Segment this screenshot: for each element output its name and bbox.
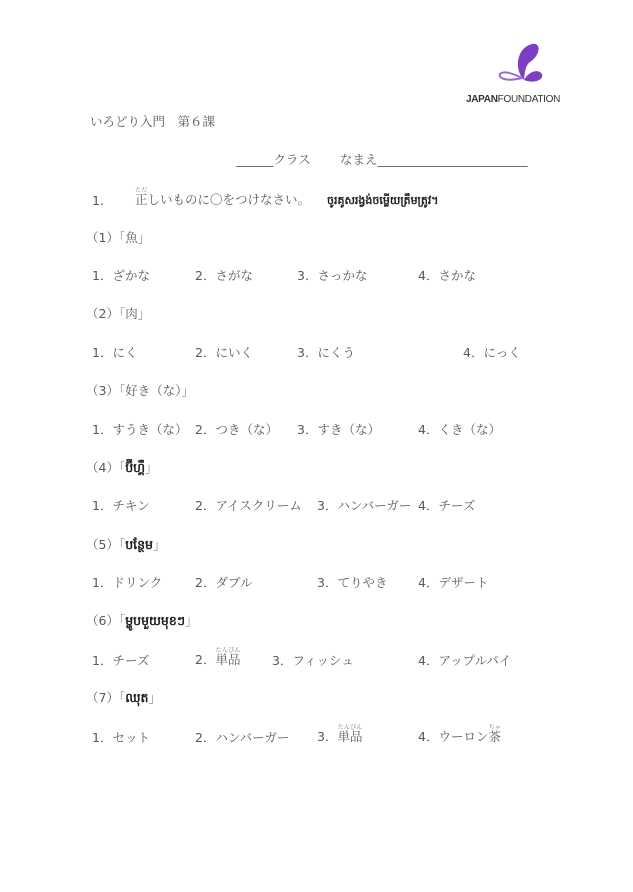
option[interactable]: 2．さがな: [195, 268, 253, 283]
option[interactable]: 2．つき（な）: [195, 422, 278, 437]
page-title: いろどり入門 第６課: [90, 114, 216, 129]
option[interactable]: 1．ドリンク: [92, 575, 163, 590]
butterfly-logo-icon: [496, 40, 546, 86]
option[interactable]: 3．さっかな: [297, 268, 368, 283]
option[interactable]: 1．にく: [92, 345, 138, 360]
option[interactable]: 1．セット: [92, 730, 150, 745]
option[interactable]: 1．チーズ: [92, 653, 150, 668]
option[interactable]: 4．デザート: [418, 575, 489, 590]
item-label: （3）「好き（な）」: [86, 383, 194, 398]
option[interactable]: 4．ウーロン茶ちゃ: [418, 724, 501, 744]
item-label: （5）「បន្ថែម」: [86, 537, 166, 552]
option[interactable]: 3．にくう: [297, 345, 355, 360]
option[interactable]: 1．チキン: [92, 498, 150, 513]
question-number: 1.: [92, 193, 104, 208]
item-label: （2）「肉」: [86, 306, 151, 321]
option[interactable]: 4．さかな: [418, 268, 476, 283]
option[interactable]: 1．すうき（な）: [92, 422, 188, 437]
option[interactable]: 3．単品たんぴん: [317, 724, 363, 744]
logo-text-bold: JAPAN: [466, 94, 498, 105]
option[interactable]: 4．アップルパイ: [418, 653, 512, 668]
item-label: （1）「魚」: [86, 230, 151, 245]
japan-foundation-logo: [466, 40, 561, 106]
class-field: ______クラス: [236, 152, 311, 167]
item-label: （7）「ឈុត」: [86, 690, 161, 705]
option[interactable]: 3．フィッシュ: [272, 653, 354, 668]
option[interactable]: 2．アイスクリーム: [195, 498, 302, 513]
option[interactable]: 3．ハンバーガー: [317, 498, 412, 513]
option[interactable]: 1．ざかな: [92, 268, 150, 283]
name-field: なまえ________________________: [340, 152, 528, 167]
instruction-khmer: ចូរគូសរង្វង់ចម្លើយត្រឹមត្រូវ។: [327, 194, 439, 207]
option[interactable]: 3．てりやき: [317, 575, 388, 590]
option[interactable]: 2．にいく: [195, 345, 253, 360]
option[interactable]: 4．くき（な）: [418, 422, 501, 437]
item-label: （4）「ប៊ីហ្គឺ」: [86, 460, 158, 475]
question-instruction: 正ただしいものに〇をつけなさい。: [135, 187, 311, 207]
logo-text-regular: FOUNDATION: [497, 94, 561, 105]
option[interactable]: 2．ダブル: [195, 575, 253, 590]
ruby-tada: 正ただ: [135, 187, 148, 207]
option[interactable]: 4．にっく: [463, 345, 521, 360]
option[interactable]: 2．単品たんぴん: [195, 647, 241, 667]
option[interactable]: 4．チーズ: [418, 498, 476, 513]
option[interactable]: 2．ハンバーガー: [195, 730, 290, 745]
item-label: （6）「ម្ហូបមួយមុខៗ」: [86, 613, 198, 628]
option[interactable]: 3．すき（な）: [297, 422, 380, 437]
